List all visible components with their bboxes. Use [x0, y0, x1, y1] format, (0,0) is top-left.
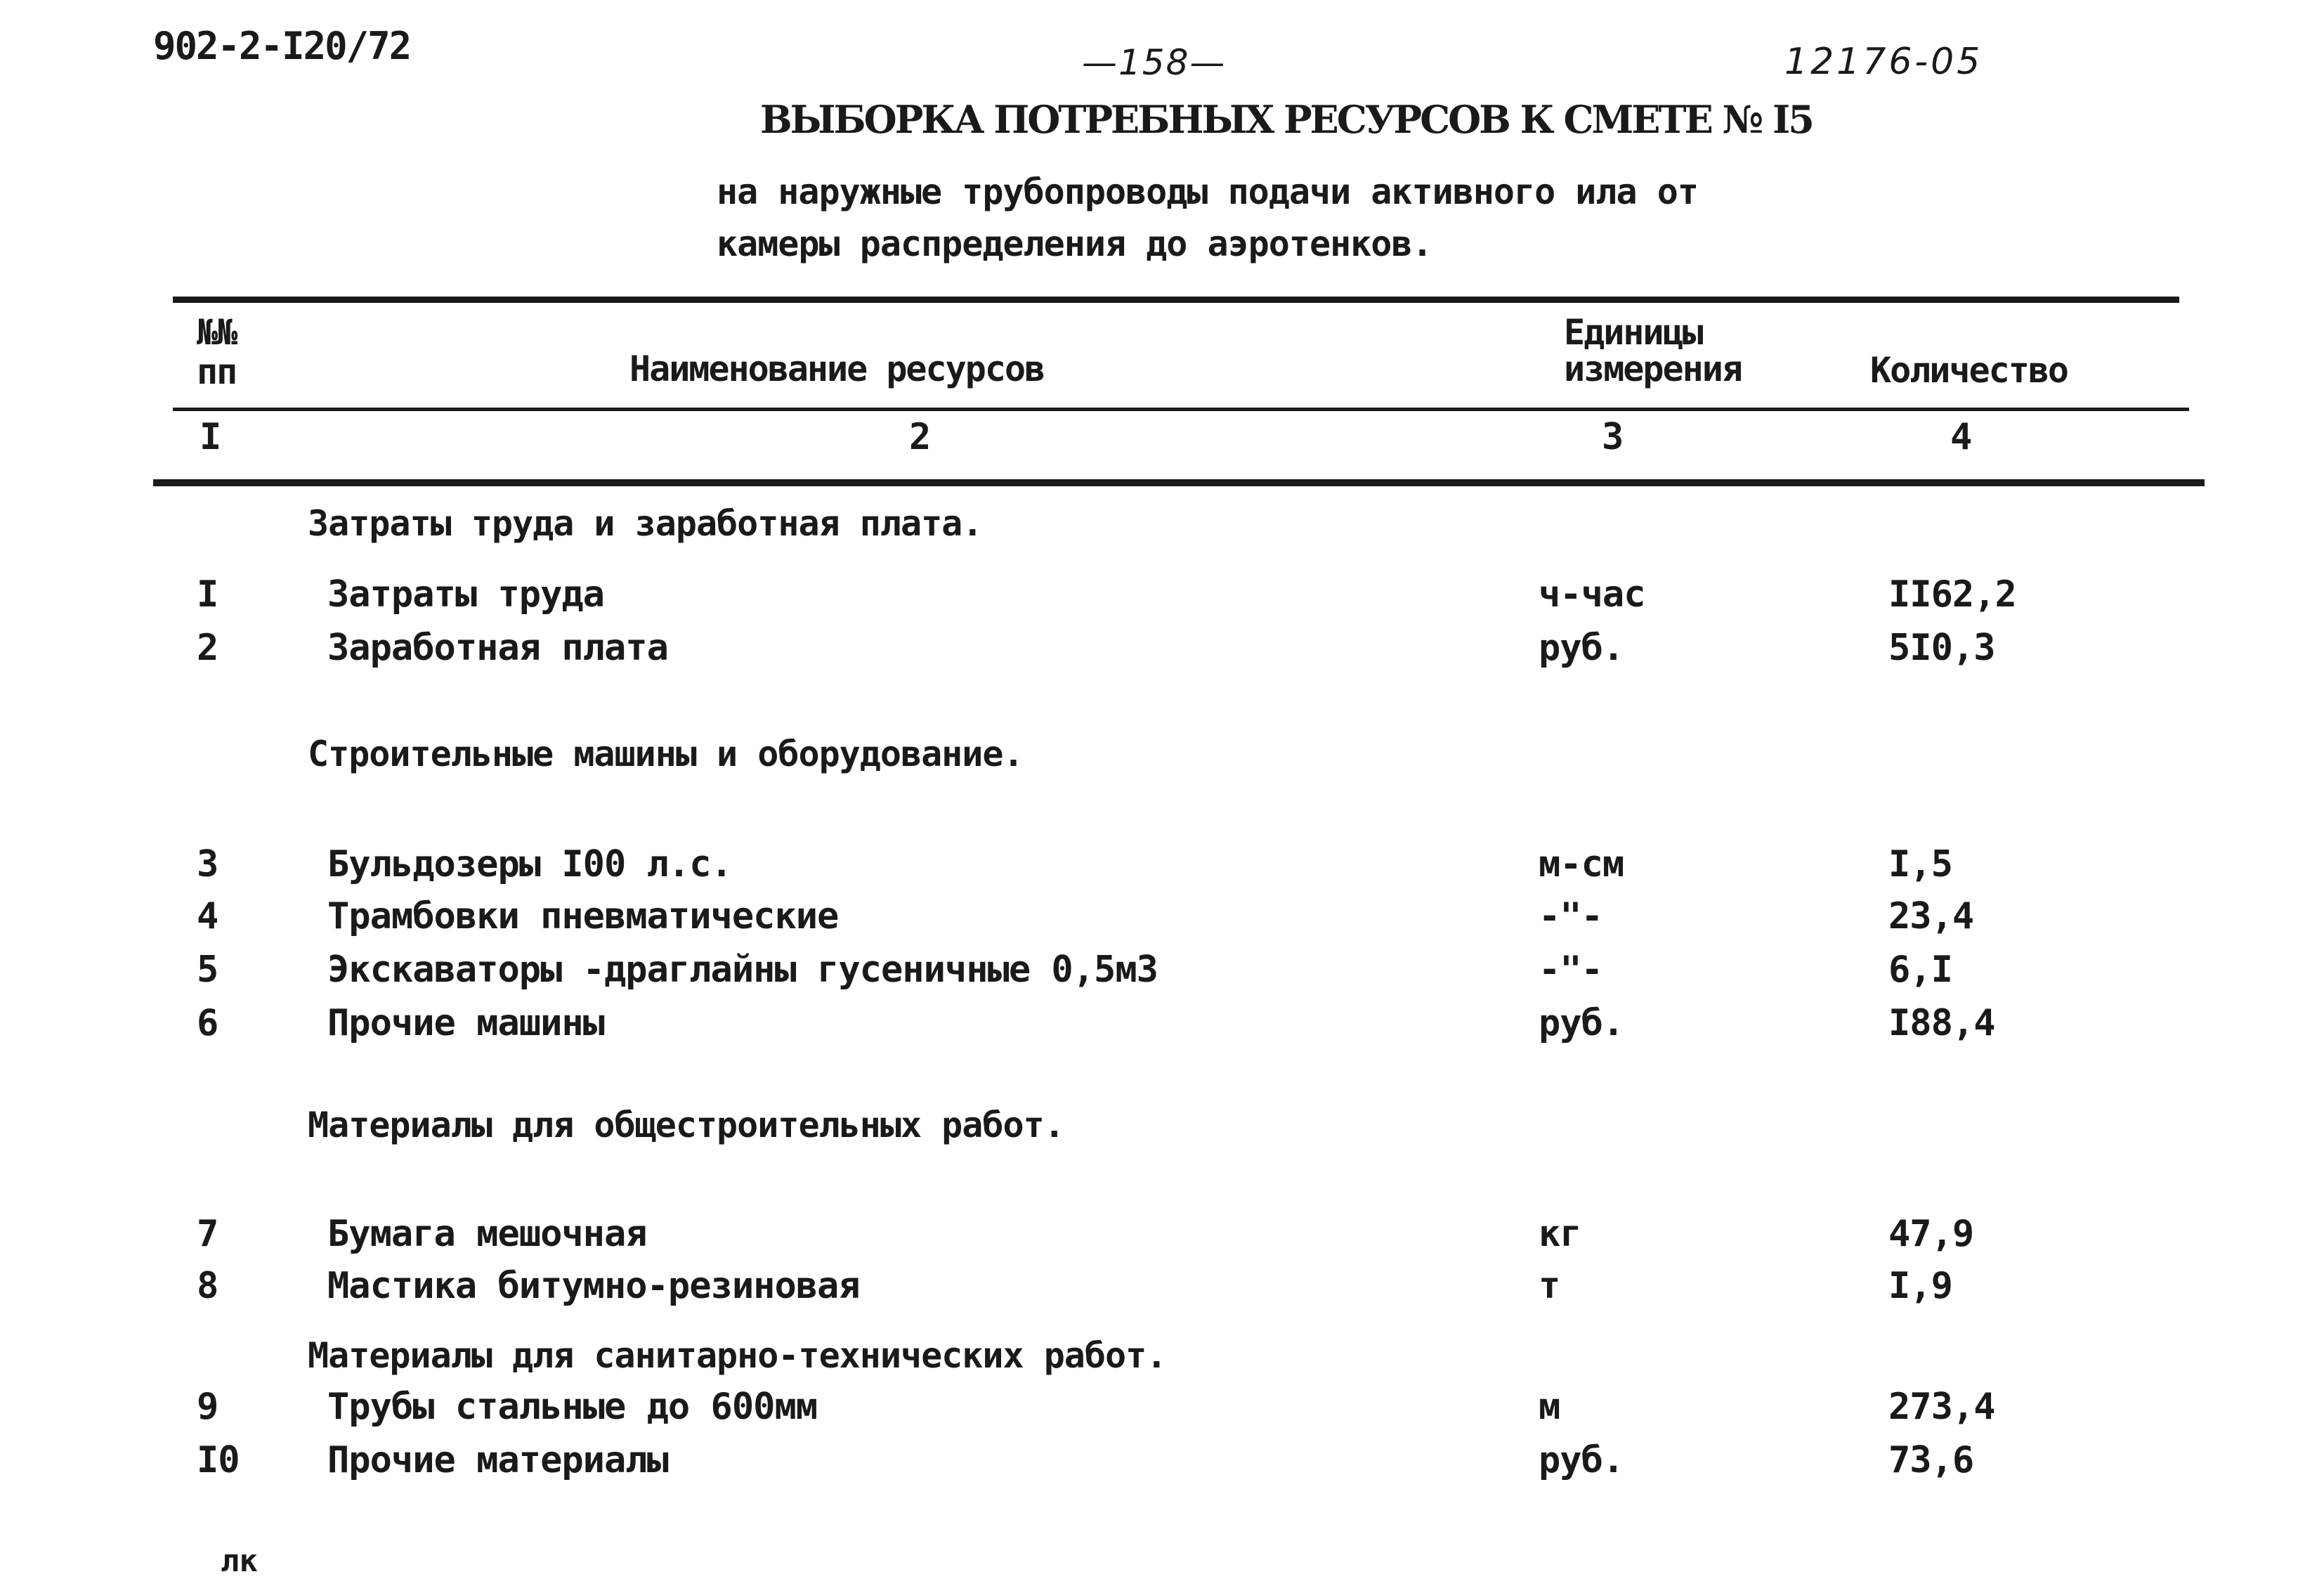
row-number: 6: [197, 1002, 218, 1044]
page-number: —158—: [1082, 42, 1227, 83]
header-unit-line-1: Единицы: [1564, 312, 1702, 353]
row-resource-name: Заработная плата: [327, 627, 668, 669]
row-number: I0: [197, 1439, 240, 1481]
archive-number: 12176-05: [1784, 41, 1983, 83]
column-number-4: 4: [1950, 416, 1973, 458]
header-number-line-1: №№: [197, 312, 237, 353]
row-number: 7: [197, 1213, 218, 1255]
header-unit-line-2: измерения: [1564, 349, 1742, 389]
section-title-sanitary-materials: Материалы для санитарно-технических работ.: [308, 1335, 1167, 1376]
row-resource-name: Мастика битумно-резиновая: [327, 1265, 860, 1307]
document-subtitle-line-2: камеры распределения до аэротенков.: [717, 223, 1432, 264]
table-header-rule: [173, 408, 2189, 411]
table-top-rule: [173, 297, 2179, 303]
row-resource-name: Прочие машины: [327, 1002, 604, 1044]
column-number-2: 2: [909, 416, 932, 458]
header-quantity: Количество: [1870, 350, 2068, 391]
row-resource-name: Трамбовки пневматические: [327, 895, 839, 937]
row-unit: -"-: [1539, 895, 1602, 937]
section-title-machines: Строительные машины и оборудование.: [308, 734, 1024, 774]
row-quantity: 23,4: [1888, 895, 1974, 937]
row-unit: т: [1539, 1265, 1560, 1307]
row-number: 3: [197, 843, 218, 885]
header-resource-name: Наименование ресурсов: [629, 349, 1045, 389]
row-quantity: 47,9: [1888, 1213, 1974, 1255]
section-title-labor: Затраты труда и заработная плата.: [308, 503, 983, 544]
row-number: 4: [197, 895, 218, 937]
row-number: 8: [197, 1265, 218, 1307]
row-unit: руб.: [1539, 1002, 1624, 1044]
document-title: ВЫБОРКА ПОТРЕБНЫХ РЕСУРСОВ К СМЕТЕ № I5: [760, 97, 1813, 142]
row-resource-name: Бумага мешочная: [327, 1213, 647, 1255]
row-unit: кг: [1539, 1213, 1581, 1255]
column-number-3: 3: [1602, 416, 1624, 458]
row-resource-name: Затраты труда: [327, 573, 604, 616]
row-unit: руб.: [1539, 627, 1624, 669]
row-number: 5: [197, 949, 218, 991]
table-column-numbers-rule: [153, 479, 2205, 486]
column-number-1: I: [200, 416, 222, 458]
row-quantity: I,9: [1888, 1265, 1952, 1307]
row-unit: руб.: [1539, 1439, 1624, 1481]
row-number: 9: [197, 1386, 218, 1428]
row-unit: ч-час: [1539, 573, 1645, 616]
row-number: 2: [197, 627, 218, 669]
footer-mark: лк: [221, 1543, 258, 1579]
row-quantity: I,5: [1888, 843, 1952, 885]
row-unit: м: [1539, 1386, 1560, 1428]
header-number-line-2: пп: [197, 351, 237, 392]
row-quantity: 273,4: [1888, 1386, 1995, 1428]
document-subtitle-line-1: на наружные трубопроводы подачи активного ила от: [717, 171, 1698, 212]
row-unit: м-см: [1539, 843, 1624, 885]
document-code: 902-2-I20/72: [153, 24, 411, 68]
row-unit: -"-: [1539, 949, 1602, 991]
row-quantity: II62,2: [1888, 573, 2016, 616]
row-resource-name: Трубы стальные до 600мм: [327, 1386, 818, 1428]
row-number: I: [197, 573, 218, 616]
row-quantity: 6,I: [1888, 949, 1952, 991]
section-title-general-materials: Материалы для общестроительных работ.: [308, 1105, 1064, 1145]
row-resource-name: Экскаваторы -драглайны гусеничные 0,5м3: [327, 949, 1158, 991]
row-resource-name: Бульдозеры I00 л.с.: [327, 843, 732, 885]
row-resource-name: Прочие материалы: [327, 1439, 668, 1481]
row-quantity: 5I0,3: [1888, 627, 1995, 669]
row-quantity: 73,6: [1888, 1439, 1974, 1481]
row-quantity: I88,4: [1888, 1002, 1995, 1044]
